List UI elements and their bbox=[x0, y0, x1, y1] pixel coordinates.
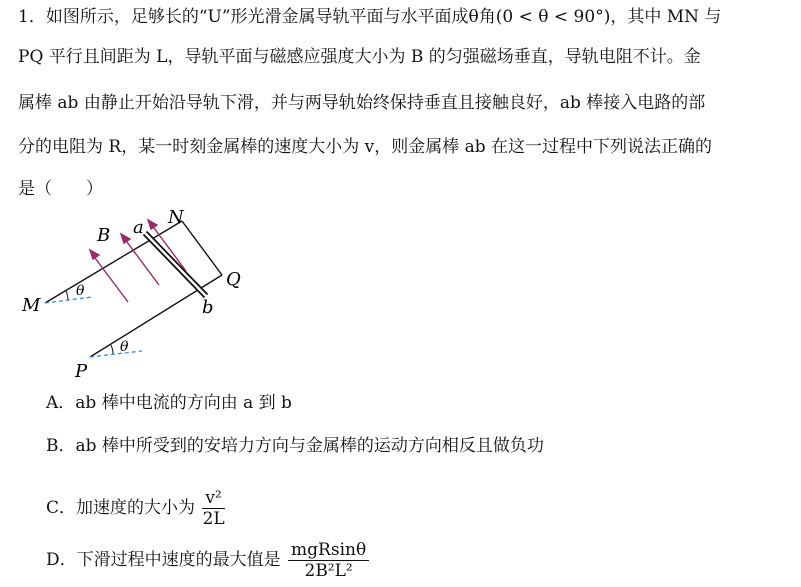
metal-bar-ab-inner bbox=[145, 233, 206, 296]
question-line-3: 属棒 ab 由静止开始沿导轨下滑，并与两导轨始终保持垂直且接触良好，ab 棒接入电路的部 bbox=[18, 93, 706, 113]
option-d[interactable] bbox=[46, 540, 369, 581]
rail-diagram bbox=[0, 205, 320, 385]
label-theta-p: θ bbox=[120, 339, 129, 355]
option-d-fraction bbox=[288, 540, 369, 581]
option-c-numerator: v² bbox=[202, 488, 224, 509]
label-n: N bbox=[168, 207, 184, 228]
question-line-5: 是（ ） bbox=[18, 179, 103, 199]
option-d-denominator: 2B²L² bbox=[304, 561, 353, 581]
label-theta-m: θ bbox=[76, 283, 85, 299]
question-line-4: 分的电阻为 R，某一时刻金属棒的速度大小为 v，则金属棒 ab 在这一过程中下列说法正确的 bbox=[18, 137, 713, 157]
rail-mn bbox=[45, 221, 182, 303]
label-b: b bbox=[202, 297, 214, 318]
option-c[interactable] bbox=[46, 488, 225, 529]
label-a: a bbox=[133, 217, 144, 238]
field-arrow-head bbox=[90, 250, 99, 259]
option-d-numerator: mgRsinθ bbox=[288, 540, 369, 561]
option-d-text: D．下滑过程中速度的最大值是 bbox=[46, 550, 281, 570]
field-arrow-head bbox=[148, 220, 157, 229]
field-arrow-head bbox=[121, 234, 130, 243]
question-line-1: 1．如图所示，足够长的“U”形光滑金属导轨平面与水平面成θ角(0 < θ < 90°)，其中 MN 与 bbox=[18, 7, 722, 27]
angle-arc-m bbox=[66, 291, 68, 300]
field-arrow bbox=[92, 254, 128, 302]
horizontal-ref-m bbox=[45, 297, 92, 303]
rail-nq bbox=[182, 221, 222, 275]
option-b[interactable]: B．ab 棒中所受到的安培力方向与金属棒的运动方向相反且做负功 bbox=[46, 436, 544, 456]
angle-arc-p bbox=[111, 345, 113, 354]
label-m: M bbox=[22, 295, 41, 316]
option-c-denominator: 2L bbox=[202, 509, 225, 529]
label-p: P bbox=[75, 361, 88, 382]
label-field-b: B bbox=[97, 225, 111, 246]
question-line-2: PQ 平行且间距为 L，导轨平面与磁感应强度大小为 B 的匀强磁场垂直，导轨电阻不计。金 bbox=[18, 47, 701, 67]
option-a[interactable]: A．ab 棒中电流的方向由 a 到 b bbox=[46, 393, 292, 413]
question-number: 1． bbox=[18, 7, 46, 27]
option-c-fraction bbox=[202, 488, 224, 529]
option-c-text: C．加速度的大小为 bbox=[46, 498, 196, 518]
label-q: Q bbox=[226, 269, 241, 290]
